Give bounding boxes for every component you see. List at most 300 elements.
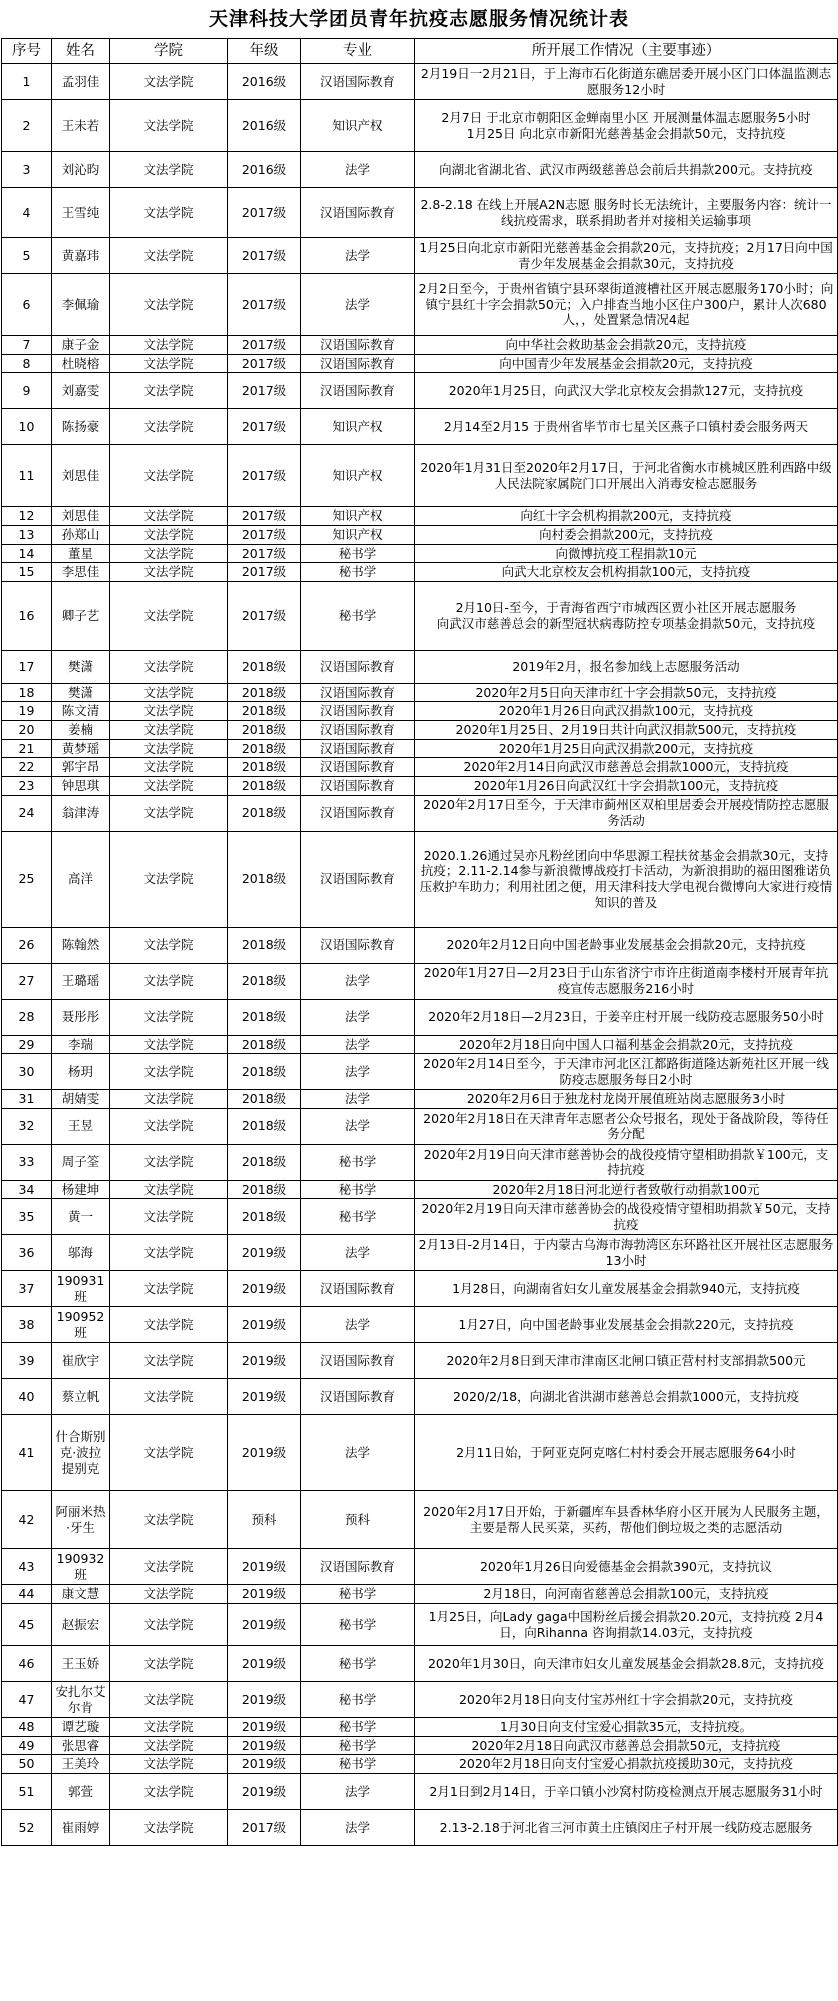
table-row (2, 1491, 838, 1549)
cell-description (415, 1585, 838, 1604)
cell-grade: 2019级 (228, 1549, 301, 1585)
cell-grade: 2017级 (228, 581, 301, 650)
cell-major: 知识产权 (301, 507, 415, 526)
cell-description (415, 1199, 838, 1235)
table-row (2, 354, 838, 373)
description-line: 2020年1月31日至2020年2月17日，于河北省衡水市桃城区胜利西路中级人民法院家属院门口开展出入消毒安检志愿服务 (420, 460, 832, 491)
cell-name: 杨玥 (52, 1054, 110, 1090)
cell-major: 秘书学 (301, 1199, 415, 1235)
cell-name: 樊潇 (52, 650, 110, 683)
cell-description (415, 563, 838, 582)
cell-name: 张思睿 (52, 1736, 110, 1755)
description-line: 1月27日，向中国老龄事业发展基金会捐款220元，支持抗疫 (458, 1317, 794, 1333)
description-line: 2020年2月14日向武汉市慈善总会捐款1000元，支持抗疫 (463, 759, 789, 775)
cell-no: 13 (2, 525, 52, 544)
cell-major: 法学 (301, 238, 415, 274)
table-header-row (2, 39, 838, 64)
cell-no: 14 (2, 544, 52, 563)
cell-description (415, 1180, 838, 1199)
cell-name: 高洋 (52, 831, 110, 927)
cell-no: 42 (2, 1491, 52, 1549)
cell-grade: 2019级 (228, 1646, 301, 1682)
cell-college: 文法学院 (110, 152, 228, 188)
cell-name: 王未若 (52, 100, 110, 152)
cell-name: 周子筌 (52, 1144, 110, 1180)
table-row (2, 999, 838, 1035)
cell-college: 文法学院 (110, 1604, 228, 1646)
cell-description (415, 544, 838, 563)
cell-name: 谭艺璇 (52, 1718, 110, 1737)
cell-grade: 2017级 (228, 188, 301, 238)
cell-college: 文法学院 (110, 354, 228, 373)
table-row (2, 1144, 838, 1180)
table-row (2, 1379, 838, 1415)
cell-major: 秘书学 (301, 563, 415, 582)
cell-grade: 2019级 (228, 1415, 301, 1491)
cell-grade: 2018级 (228, 1035, 301, 1054)
cell-grade: 2016级 (228, 64, 301, 100)
cell-name: 郭宇昂 (52, 758, 110, 777)
table-row (2, 1035, 838, 1054)
cell-description (415, 1682, 838, 1718)
cell-major: 法学 (301, 274, 415, 336)
header-name: 姓名 (52, 39, 110, 64)
cell-description (415, 1415, 838, 1491)
cell-no: 31 (2, 1090, 52, 1109)
cell-college: 文法学院 (110, 721, 228, 740)
cell-college: 文法学院 (110, 1180, 228, 1199)
cell-name: 什合斯别克·波拉提别克 (52, 1415, 110, 1491)
cell-grade: 2018级 (228, 758, 301, 777)
cell-college: 文法学院 (110, 1379, 228, 1415)
cell-name: 胡婧雯 (52, 1090, 110, 1109)
cell-description (415, 64, 838, 100)
cell-no: 51 (2, 1773, 52, 1809)
description-line: 2月18日，向河南省慈善总会捐款100元，支持抗疫 (483, 1586, 769, 1602)
cell-description (415, 238, 838, 274)
description-line: 2020年2月8日到天津市津南区北闸口镇正营村村支部捐款500元 (446, 1353, 806, 1369)
cell-major: 秘书学 (301, 1646, 415, 1682)
description-line: 2.8-2.18 在线上开展A2N志愿 服务时长无法统计，主要服务内容：统计一线抗疫需求，联系捐助者并对接相关运输事项 (420, 196, 832, 228)
header-description: 所开展工作情况（主要事迹） (415, 39, 838, 64)
cell-name: 郭萱 (52, 1773, 110, 1809)
cell-college: 文法学院 (110, 1809, 228, 1845)
table-row (2, 1415, 838, 1491)
description-line: 2020.1.26通过吴亦凡粉丝团向中华思源工程扶贫基金会捐款30元，支持抗疫；2.11-2.14参与新浪微博战疫打卡活动，为新浪捐助的福田图雅诺负压救护车助力；利用社团之便，用天津科技大学电视台微博向大家进行疫情知识的普及 (419, 847, 833, 910)
cell-description (415, 1271, 838, 1307)
cell-description (415, 650, 838, 683)
cell-major: 汉语国际教育 (301, 650, 415, 683)
cell-college: 文法学院 (110, 563, 228, 582)
cell-college: 文法学院 (110, 1054, 228, 1090)
cell-description (415, 409, 838, 445)
cell-college: 文法学院 (110, 373, 228, 409)
cell-grade: 2018级 (228, 795, 301, 831)
table-row (2, 563, 838, 582)
cell-college: 文法学院 (110, 1090, 228, 1109)
cell-name: 阿丽米热·牙生 (52, 1491, 110, 1549)
cell-major: 法学 (301, 1108, 415, 1144)
cell-no: 9 (2, 373, 52, 409)
cell-grade: 2018级 (228, 1144, 301, 1180)
cell-major: 法学 (301, 1809, 415, 1845)
cell-no: 29 (2, 1035, 52, 1054)
description-line: 2020年2月14日至今，于天津市河北区江都路街道隆达新苑社区开展一线防疫志愿服务每日2小时 (423, 1056, 829, 1087)
table-row (2, 795, 838, 831)
cell-grade: 2016级 (228, 100, 301, 152)
table-row (2, 739, 838, 758)
page-title: 天津科技大学团员青年抗疫志愿服务情况统计表 (208, 8, 629, 30)
table-row (2, 1809, 838, 1845)
cell-major: 汉语国际教育 (301, 354, 415, 373)
description-line: 2020年2月18日河北逆行者致敬行动捐款100元 (492, 1181, 760, 1197)
cell-major: 知识产权 (301, 409, 415, 445)
cell-grade: 2018级 (228, 683, 301, 702)
cell-major: 汉语国际教育 (301, 188, 415, 238)
cell-grade: 2019级 (228, 1271, 301, 1307)
cell-description (415, 336, 838, 355)
cell-no: 1 (2, 64, 52, 100)
description-line: 2020年1月25日向武汉捐款200元，支持抗疫 (498, 740, 754, 756)
cell-no: 38 (2, 1307, 52, 1343)
cell-major: 预科 (301, 1491, 415, 1549)
cell-college: 文法学院 (110, 1035, 228, 1054)
table-row (2, 409, 838, 445)
header-no: 序号 (2, 39, 52, 64)
cell-grade: 2017级 (228, 354, 301, 373)
cell-no: 32 (2, 1108, 52, 1144)
cell-major: 汉语国际教育 (301, 1271, 415, 1307)
cell-description (415, 507, 838, 526)
cell-name: 邬海 (52, 1235, 110, 1271)
description-line: 2020年2月18日向中国人口福利基金会捐款20元，支持抗疫 (458, 1036, 794, 1052)
cell-description (415, 683, 838, 702)
cell-name: 王璐瑶 (52, 963, 110, 999)
cell-grade: 2018级 (228, 1199, 301, 1235)
cell-grade: 2018级 (228, 831, 301, 927)
cell-major: 秘书学 (301, 544, 415, 563)
cell-grade: 2017级 (228, 274, 301, 336)
table-row (2, 702, 838, 721)
cell-name: 姜楠 (52, 721, 110, 740)
description-line: 1月25日向北京市新阳光慈善基金会捐款20元，支持抗疫；2月17日向中国青少年发展基金会捐款30元，支持抗疫 (419, 239, 833, 271)
table-row (2, 274, 838, 336)
statistics-table (1, 38, 838, 1846)
cell-college: 文法学院 (110, 1271, 228, 1307)
cell-no: 43 (2, 1549, 52, 1585)
description-line: 2020年1月25日，向武汉大学北京校友会捐款127元，支持抗疫 (448, 382, 804, 398)
cell-name: 钟思琪 (52, 776, 110, 795)
description-line: 2020年2月6日于独龙村龙岗开展值班站岗志愿服务3小时 (466, 1091, 786, 1107)
cell-description (415, 445, 838, 507)
cell-major: 法学 (301, 1054, 415, 1090)
cell-name: 190932班 (52, 1549, 110, 1585)
cell-name: 赵振宏 (52, 1604, 110, 1646)
cell-name: 李佩瑜 (52, 274, 110, 336)
cell-no: 35 (2, 1199, 52, 1235)
cell-college: 文法学院 (110, 274, 228, 336)
cell-grade: 2019级 (228, 1379, 301, 1415)
description-line: 2月19日一2月21日，于上海市石化街道东礁居委开展小区门口体温监测志愿服务12小时 (420, 65, 832, 97)
cell-description (415, 795, 838, 831)
table-row (2, 1090, 838, 1109)
table-row (2, 650, 838, 683)
table-row (2, 1054, 838, 1090)
description-line: 2020年1月26日向武汉捐款100元，支持抗疫 (498, 703, 754, 719)
cell-no: 11 (2, 445, 52, 507)
cell-no: 15 (2, 563, 52, 582)
description-line: 2月2日至今，于贵州省镇宁县环翠街道渡槽社区开展志愿服务170小时；向镇宁县红十字会捐款50元；入户排查当地小区住户300户，累计人次680人，，处置紧急情况4起 (418, 281, 834, 328)
cell-name: 刘沁昀 (52, 152, 110, 188)
cell-description (415, 1773, 838, 1809)
cell-description (415, 1491, 838, 1549)
description-line: 2月11日始，于阿亚克阿克喀仁村村委会开展志愿服务64小时 (456, 1445, 796, 1461)
table-row (2, 1199, 838, 1235)
table-row (2, 1604, 838, 1646)
cell-college: 文法学院 (110, 1682, 228, 1718)
description-line: 2020年2月18日—2月23日，于姜辛庄村开展一线防疫志愿服务50小时 (428, 1009, 824, 1025)
cell-description (415, 758, 838, 777)
cell-college: 文法学院 (110, 1108, 228, 1144)
cell-description (415, 1755, 838, 1774)
cell-name: 崔雨婷 (52, 1809, 110, 1845)
cell-no: 2 (2, 100, 52, 152)
cell-name: 孙郑山 (52, 525, 110, 544)
table-row (2, 721, 838, 740)
table-row (2, 445, 838, 507)
description-line: 2020年2月5日向天津市红十字会捐款50元，支持抗疫 (475, 684, 777, 700)
description-line: 2020年1月26日向武汉红十字会捐款100元，支持抗疫 (473, 777, 779, 793)
cell-name: 翁津涛 (52, 795, 110, 831)
cell-grade: 2019级 (228, 1307, 301, 1343)
description-line: 2019年2月，报名参加线上志愿服务活动 (512, 658, 740, 674)
description-line: 2月1日到2月14日，于辛口镇小沙窝村防疫检测点开展志愿服务31小时 (429, 1783, 823, 1799)
cell-major: 汉语国际教育 (301, 776, 415, 795)
cell-no: 20 (2, 721, 52, 740)
cell-description (415, 1035, 838, 1054)
table-row (2, 100, 838, 152)
cell-college: 文法学院 (110, 1343, 228, 1379)
cell-description (415, 100, 838, 152)
cell-college: 文法学院 (110, 1718, 228, 1737)
cell-major: 汉语国际教育 (301, 336, 415, 355)
cell-description (415, 963, 838, 999)
description-line: 2020年2月18日在天津青年志愿者公众号报名，现处于备战阶段，等待任务分配 (423, 1110, 829, 1142)
cell-description (415, 274, 838, 336)
cell-grade: 2018级 (228, 1180, 301, 1199)
cell-description (415, 927, 838, 963)
cell-grade: 2016级 (228, 152, 301, 188)
table-row (2, 776, 838, 795)
table-row (2, 238, 838, 274)
cell-major: 汉语国际教育 (301, 831, 415, 927)
table-row (2, 1180, 838, 1199)
cell-major: 秘书学 (301, 1144, 415, 1180)
cell-description (415, 739, 838, 758)
cell-grade: 2017级 (228, 445, 301, 507)
cell-no: 40 (2, 1379, 52, 1415)
cell-major: 秘书学 (301, 1718, 415, 1737)
cell-no: 46 (2, 1646, 52, 1682)
cell-college: 文法学院 (110, 999, 228, 1035)
cell-grade: 2019级 (228, 1585, 301, 1604)
cell-major: 法学 (301, 999, 415, 1035)
table-row (2, 1108, 838, 1144)
cell-no: 39 (2, 1343, 52, 1379)
cell-grade: 2018级 (228, 1108, 301, 1144)
table-row (2, 544, 838, 563)
description-line: 2月10日-至今，于青海省西宁市城西区贾小社区开展志愿服务 (455, 600, 797, 616)
cell-major: 法学 (301, 1035, 415, 1054)
cell-major: 法学 (301, 1773, 415, 1809)
cell-grade: 2017级 (228, 238, 301, 274)
cell-major: 汉语国际教育 (301, 927, 415, 963)
cell-grade: 2019级 (228, 1718, 301, 1737)
table-row (2, 1585, 838, 1604)
cell-college: 文法学院 (110, 795, 228, 831)
cell-name: 蔡立帆 (52, 1379, 110, 1415)
cell-major: 秘书学 (301, 1682, 415, 1718)
cell-grade: 2019级 (228, 1773, 301, 1809)
cell-no: 4 (2, 188, 52, 238)
cell-college: 文法学院 (110, 445, 228, 507)
cell-description (415, 702, 838, 721)
description-line: 2020年2月18日向武汉市慈善总会捐款50元，支持抗疫 (471, 1737, 781, 1753)
cell-college: 文法学院 (110, 238, 228, 274)
cell-major: 汉语国际教育 (301, 1343, 415, 1379)
cell-no: 37 (2, 1271, 52, 1307)
cell-college: 文法学院 (110, 525, 228, 544)
cell-description (415, 1809, 838, 1845)
cell-grade: 预科 (228, 1491, 301, 1549)
cell-college: 文法学院 (110, 739, 228, 758)
cell-description (415, 1379, 838, 1415)
cell-grade: 2018级 (228, 650, 301, 683)
description-line: 向武汉市慈善总会的新型冠状病毒防控专项基金捐款50元，支持抗疫 (436, 615, 816, 631)
cell-college: 文法学院 (110, 1235, 228, 1271)
cell-description (415, 188, 838, 238)
cell-major: 法学 (301, 963, 415, 999)
description-line: 2020年1月25日、2月19日共计向武汉捐款500元，支持抗疫 (455, 722, 797, 737)
cell-name: 黄一 (52, 1199, 110, 1235)
cell-grade: 2017级 (228, 563, 301, 582)
cell-name: 王玉娇 (52, 1646, 110, 1682)
table-row (2, 1646, 838, 1682)
cell-name: 190931班 (52, 1271, 110, 1307)
description-line: 向村委会捐款200元，支持抗疫 (539, 526, 713, 542)
cell-grade: 2018级 (228, 721, 301, 740)
table-row (2, 1235, 838, 1271)
cell-major: 知识产权 (301, 445, 415, 507)
cell-grade: 2018级 (228, 1090, 301, 1109)
cell-college: 文法学院 (110, 776, 228, 795)
cell-no: 12 (2, 507, 52, 526)
table-row (2, 758, 838, 777)
table-row (2, 1736, 838, 1755)
description-line: 1月30日向支付宝爱心捐款35元，支持抗疫。 (499, 1719, 753, 1734)
cell-name: 杨建坤 (52, 1180, 110, 1199)
cell-name: 王美玲 (52, 1755, 110, 1774)
table-row (2, 525, 838, 544)
cell-grade: 2018级 (228, 702, 301, 721)
cell-major: 知识产权 (301, 100, 415, 152)
cell-description (415, 1736, 838, 1755)
table-row (2, 927, 838, 963)
description-line: 向红十字会机构捐款200元，支持抗疫 (520, 508, 732, 524)
cell-grade: 2018级 (228, 999, 301, 1035)
cell-description (415, 831, 838, 927)
cell-major: 汉语国际教育 (301, 1379, 415, 1415)
description-line: 1月28日，向湖南省妇女儿童发展基金会捐款940元，支持抗疫 (452, 1281, 800, 1297)
cell-major: 秘书学 (301, 1585, 415, 1604)
description-line: 2020年2月19日向天津市慈善协会的战役疫情守望相助捐款￥50元，支持抗疫 (421, 1201, 831, 1232)
cell-name: 刘思佳 (52, 445, 110, 507)
cell-name: 李瑞 (52, 1035, 110, 1054)
cell-grade: 2017级 (228, 336, 301, 355)
table-row (2, 581, 838, 650)
cell-major: 知识产权 (301, 525, 415, 544)
cell-no: 25 (2, 831, 52, 927)
cell-college: 文法学院 (110, 409, 228, 445)
table-row (2, 507, 838, 526)
cell-college: 文法学院 (110, 683, 228, 702)
cell-no: 27 (2, 963, 52, 999)
description-line: 1月25日，向Lady gaga中国粉丝后援会捐款20.20元，支持抗疫 2月4日，向Rihanna 咨询捐款14.03元，支持抗疫 (428, 1608, 824, 1640)
cell-description (415, 525, 838, 544)
cell-description (415, 1108, 838, 1144)
cell-major: 汉语国际教育 (301, 795, 415, 831)
description-line: 2020年1月26日向爱德基金会捐款390元，支持抗议 (479, 1559, 773, 1575)
cell-name: 卿子艺 (52, 581, 110, 650)
cell-no: 3 (2, 152, 52, 188)
cell-major: 秘书学 (301, 1180, 415, 1199)
header-college: 学院 (110, 39, 228, 64)
cell-name: 董星 (52, 544, 110, 563)
cell-no: 22 (2, 758, 52, 777)
cell-no: 52 (2, 1809, 52, 1845)
cell-name: 190952班 (52, 1307, 110, 1343)
description-line: 2月7日 于北京市朝阳区金蝉南里小区 开展测量体温志愿服务5小时 (441, 109, 811, 125)
cell-major: 汉语国际教育 (301, 758, 415, 777)
table-row (2, 1549, 838, 1585)
table-row (2, 1271, 838, 1307)
cell-no: 6 (2, 274, 52, 336)
cell-description (415, 1307, 838, 1343)
cell-name: 黄嘉玮 (52, 238, 110, 274)
description-line: 1月25日 向北京市新阳光慈善基金会捐款50元，支持抗疫 (466, 125, 786, 141)
cell-major: 汉语国际教育 (301, 721, 415, 740)
cell-description (415, 1235, 838, 1271)
cell-no: 44 (2, 1585, 52, 1604)
cell-college: 文法学院 (110, 336, 228, 355)
cell-college: 文法学院 (110, 544, 228, 563)
cell-name: 康文慧 (52, 1585, 110, 1604)
description-line: 2月13日-2月14日，于内蒙古乌海市海勃湾区东环路社区开展社区志愿服务13小时 (418, 1237, 834, 1268)
cell-major: 法学 (301, 1415, 415, 1491)
cell-major: 法学 (301, 1090, 415, 1109)
cell-major: 秘书学 (301, 581, 415, 650)
table-row (2, 963, 838, 999)
cell-no: 30 (2, 1054, 52, 1090)
description-line: 2020年1月30日，向天津市妇女儿童发展基金会捐款28.8元，支持抗疫 (427, 1655, 824, 1671)
cell-description (415, 1604, 838, 1646)
cell-college: 文法学院 (110, 64, 228, 100)
cell-no: 24 (2, 795, 52, 831)
table-body (2, 64, 838, 1846)
cell-name: 康子金 (52, 336, 110, 355)
cell-name: 杜晓榕 (52, 354, 110, 373)
cell-no: 33 (2, 1144, 52, 1180)
